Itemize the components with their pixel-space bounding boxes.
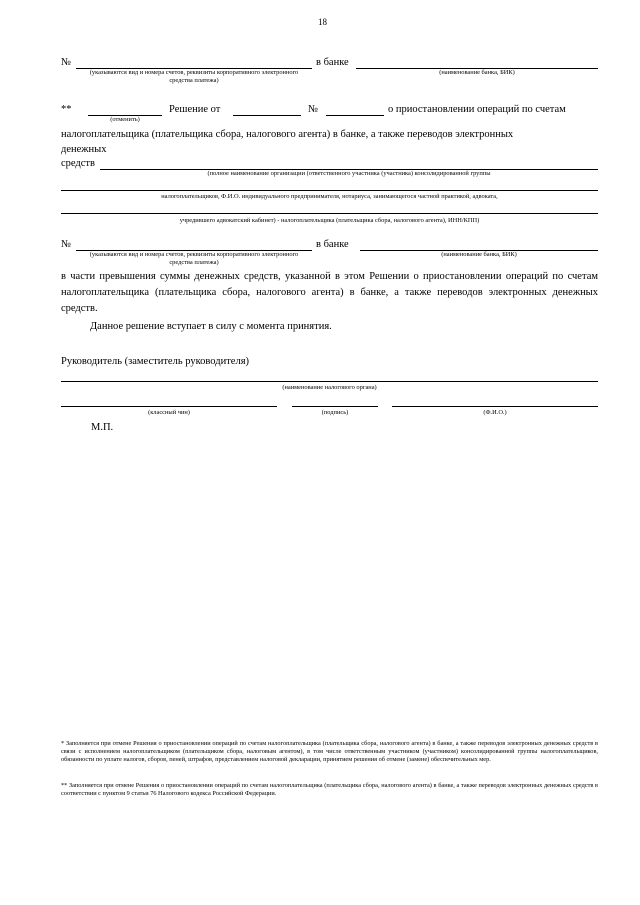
in-bank-label-2: в банке <box>316 239 349 250</box>
account-caption-2: (указываются вид и номера счетов, реквизиты корпоративного электронного средства платежа) <box>89 251 299 266</box>
decision-from-label: Решение от <box>169 104 221 115</box>
body-paragraph: в части превышения суммы денежных средств, указанной в этом Решении о приостановлении операций по счетам налогоплательщика (плательщика сбора, налогового агента) в банке, а также переводов электронных денежных средств. <box>61 271 598 314</box>
account-caption: (указываются вид и номера счетов, реквизиты корпоративного электронного средства платежа) <box>89 69 299 84</box>
footnote-2: ** Заполняется при отмене Решения о приостановлении операций по счетам налогоплательщика (плательщика сбора, налогового агента) в банке, а также переводов электронных денежных средств в соответствии с пунктом 9 статьи 76 Налогового кодекса Российской Федерации. <box>61 782 598 798</box>
account-number-label-2: № <box>61 239 72 250</box>
head-label: Руководитель (заместитель руководителя) <box>61 356 250 367</box>
organization-caption-1: (полное наименование организации (ответственного участника (участника) консолидированной группы <box>207 170 491 177</box>
sign-caption: (подпись) <box>321 409 349 416</box>
sign-line[interactable] <box>292 406 378 407</box>
decision-number-line[interactable] <box>326 115 384 116</box>
footnote-marker: ** <box>61 104 72 115</box>
rank-caption: (классный чин) <box>148 409 190 416</box>
organization-caption-3: учредившего адвокатский кабинет) - налогоплательщика (плательщика сбора, налогового агента), ИНН/КПП) <box>179 217 480 224</box>
cancel-caption: (отменить) <box>110 116 140 123</box>
fio-caption: (Ф.И.О.) <box>483 409 507 416</box>
rank-line[interactable] <box>61 406 277 407</box>
page-number: 18 <box>318 17 327 27</box>
decision-line-4: средств <box>61 158 95 169</box>
fio-line[interactable] <box>392 406 598 407</box>
decision-line-3: денежных <box>61 144 107 155</box>
decision-line-2: налогоплательщика (плательщика сбора, налогового агента) в банке, а также переводов электронных <box>61 129 514 140</box>
footnote-1: * Заполняется при отмене Решения о приостановлении операций по счетам налогоплательщика (плательщика сбора, налогового агента) в банке, а также переводов электронных денежных средств в связи с исполнением налогоплательщиком (плательщиком сбора, налоговым агентом), в том числе ответственным участником (участником) консолидированной группы налогоплательщиков, обязанности по уплате налогов, сборов, пеней, штрафов, представлением налоговой декларации, принятием решения об отмене (замене) обеспечительных мер. <box>61 740 598 764</box>
organization-line-2[interactable] <box>61 190 598 191</box>
bank-caption: (наименование банка, БИК) <box>439 69 515 76</box>
stamp-label: М.П. <box>91 422 114 433</box>
organization-caption-2: налогоплательщиков, Ф.И.О. индивидуального предпринимателя, нотариуса, занимающегося частной практикой, адвоката, <box>161 193 498 200</box>
account-number-label: № <box>61 57 72 68</box>
tax-authority-caption: (наименование налогового органа) <box>282 384 377 391</box>
decision-date-line[interactable] <box>233 115 301 116</box>
bank-caption-2: (наименование банка, БИК) <box>441 251 517 258</box>
decision-number-label: № <box>308 104 319 115</box>
organization-line-3[interactable] <box>61 213 598 214</box>
effect-statement: Данное решение вступает в силу с момента принятия. <box>90 321 332 332</box>
decision-title-rest: о приостановлении операций по счетам <box>388 104 566 115</box>
tax-authority-line[interactable] <box>61 381 598 382</box>
in-bank-label: в банке <box>316 57 349 68</box>
